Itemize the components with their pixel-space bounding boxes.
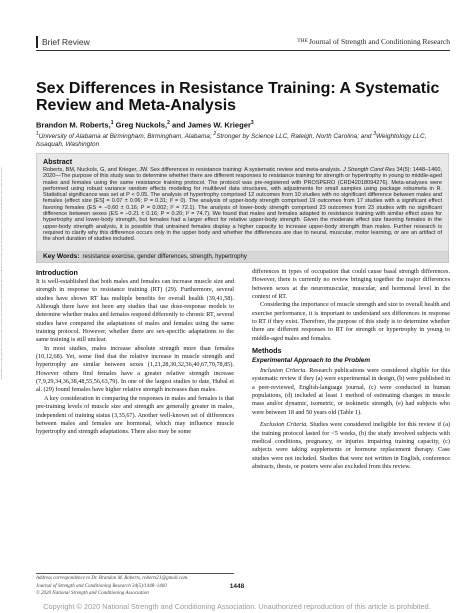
section-tag: Brief Review <box>36 36 90 48</box>
inclusion-text: Research publications were considered eligible for this systematic review if they (a) were experimental in design, (b) were published in a peer-reviewed, English-language journal, (c) were conducted in human populations, (d) included at least 1 method of estimating changes in muscle mass and/or dynamic, isometric, or isokinetic strength, (e) had subjects who were between 18 and 50 years old (Table 1). <box>252 367 451 416</box>
abstract-text <box>43 167 442 243</box>
exclusion-label: Exclusion Criteria. <box>260 421 308 429</box>
author-name: Brandon M. Roberts, <box>36 120 111 130</box>
affiliation-sup: 1 <box>36 131 39 137</box>
author-sup: 3 <box>250 120 254 126</box>
page-header <box>36 33 450 51</box>
journal-title: Journal of Strength and Conditioning Research <box>308 37 450 46</box>
journal-name <box>297 36 450 47</box>
page-number: 1448 <box>229 583 245 590</box>
abstract-citation: Roberts, BM, Nuckols, G, and Krieger, JW. Sex differences in resistance training: A systematic review and meta-analysis. <box>43 167 342 173</box>
affiliation-sup: 2 <box>213 131 217 137</box>
affiliations <box>36 130 436 149</box>
author-sup: 1 <box>110 120 114 126</box>
intro-paragraph: It is well-established that both males and females can increase muscle size and strength in response to resistance training (RT) (29). Furthermore, several studies have shown RT has multiple benefits for overall health (39,41,58). Although there have not been any studies that use dose-response models to determine whether males and females respond differently to chronic RT, several studies have compared the adaptations of males and females using the same training protocol. However, whether there are sex-specific adaptations to the same training is still unclear. <box>36 278 234 344</box>
abstract-citation-journal: J Strength Cond Res <box>343 167 395 173</box>
author-name: Greg Nuckols, <box>115 120 168 130</box>
keywords-label: Key Words: <box>43 253 80 260</box>
intro-paragraph-continued: differences in types of occupation that could cause basal strength differences. However, there is currently no review bringing together the major differences between sexes at the neuromuscular, muscular, and hormonal level in the context of RT. <box>252 268 450 301</box>
methods-heading: Methods <box>252 346 282 356</box>
header-rule <box>36 50 450 51</box>
journal-the: THE <box>297 38 308 44</box>
intro-paragraph: In most studies, males increase absolute strength more than females (10,12,68). Yet, some find that the relative increase in muscle strength and hypertrophy are similar between sexes (1,21,28,30,32,36,40,67,70,78,85). However others find females have a greater relative strength increase (7,9,29,34,36,38,48,55,56,63,79). In one of the largest studies to date, Hubal et al. (29) found females have higher relative strength increases than males. <box>36 344 234 394</box>
abstract-body: 34(5): 1448–1460, 2020—The purpose of this study was to determine whether there are different responses to resistance training for strength or hypertrophy in young to middle-aged males and females using the same resistance training protocol. The protocol was pre-registered with PROSPERO (CRD42018094276). Meta-analyses were performed using robust variance random effects modeling for multilevel data structures, with adjustments for small samples using package robumeta in R. Statistical significance was set at P < 0.05. The analysis of hypertrophy comprised 12 outcomes from 10 studies with no significant difference between males and females (effect size [ES] = 0.07 ± 0.06; P = 0.31; I² = 0). The analysis of upper-body strength comprised 19 outcomes from 17 studies with a significant effect favoring females (ES = −0.60 ± 0.16; P = 0.002; I² = 72.1). The analysis of lower-body strength comprised 23 outcomes from 23 studies with no significant difference between sexes (ES = −0.21 ± 0.16; P = 0.20; I² = 74.7). We found that males and females adapted to resistance training with similar effect sizes for hypertrophy and lower-body strength, but females had a larger effect for relative upper-body strength. Given the moderate effect size favoring females in the upper-body strength analysis, it is possible that untrained females display a higher capacity to increase upper-body strength than males. Further research is required to clarify why this difference occurs only in the upper body and whether the differences are due to neural, muscular, motor learning, or are an artifact of the short duration of studies included. <box>43 167 443 243</box>
copyright-banner: Copyright © 2020 National Strength and Conditioning Association. Unauthorized reproduction of this article is prohibited. <box>43 602 431 611</box>
author-name: and James W. Krieger <box>171 120 251 130</box>
download-sidebar-note: Downloaded from http://journals.lww.com/nsca-jscr by BhDMf5ePHKav1zEoum1tQfN4a+kJLhEZgbsIHo4XMi0hCywCX1AWnYQp/IlQrHD3i3D0OdRyi7TvSFl4Cf3VC4/OAVpDDa8K2+Ya6H515kE= on 12/02/2021 <box>1 166 3 380</box>
author-list <box>36 119 456 130</box>
affiliation: University of Alabama at Birmingham, Birmingham, Alabama; <box>38 133 212 141</box>
keywords-box <box>36 252 449 263</box>
introduction-heading: Introduction <box>36 268 78 277</box>
intro-paragraph: A key consideration in comparing the responses in males and females is that pre-training levels of muscle size and strength are generally greater in males, independent of training status (3,35,67). Another well-known set of differences between males and females are hormonal, which may influence muscle hypertrophy and strength adaptations. There also may be some <box>36 394 234 436</box>
inclusion-paragraph <box>252 367 450 417</box>
footnote-rule <box>36 573 234 574</box>
exclusion-text: Studies were considered ineligible for this review if (a) the training protocol lasted for <5 weeks, (b) the study involved subjects with medical conditions, pregnancy, or injuries impairing training capacity, (c) subjects were taking supplements or hormone replacement therapy. Case studies were not included. Studies that were not written in English, conference abstracts, thesis, or posters were also excluded from this review. <box>252 421 451 470</box>
exclusion-paragraph <box>252 421 450 471</box>
affiliation-sup: 3 <box>373 131 377 137</box>
affiliation: Stronger by Science LLC, Raleigh, North Carolina; and <box>216 133 372 141</box>
article-title: Sex Differences in Resistance Training: A Systematic Review and Meta-Analysis <box>36 80 440 114</box>
keywords-text: resistance exercise, gender differences, strength, hypertrophy <box>82 254 247 260</box>
correspondence-footnote: Address correspondence to Dr. Brandon M. Roberts, roberts21@gmail.com. <box>36 576 189 581</box>
author-sup: 2 <box>167 120 170 126</box>
purpose-paragraph: Considering the importance of muscle strength and size to overall health and exercise performance, it is important to understand sex differences in response to RT if they exist. Therefore, the purpose of this study is to determine whether there are different responses to RT for strength or hypertrophy in young to middle-aged males and females. <box>252 301 450 342</box>
affiliation: Weightology LLC, Issaquah, Washington <box>36 133 427 149</box>
copyright-footnote: © 2020 National Strength and Conditioning Association <box>36 591 149 596</box>
left-column <box>36 268 234 437</box>
subsection-heading: Experimental Approach to the Problem <box>252 357 371 365</box>
right-column <box>252 268 450 471</box>
abstract-heading: Abstract <box>43 157 73 166</box>
abstract-box <box>36 153 449 252</box>
journal-footnote: Journal of Strength and Conditioning Research 34(5)/1448–1460 <box>36 583 167 589</box>
inclusion-label: Inclusion Criteria. <box>260 367 307 375</box>
